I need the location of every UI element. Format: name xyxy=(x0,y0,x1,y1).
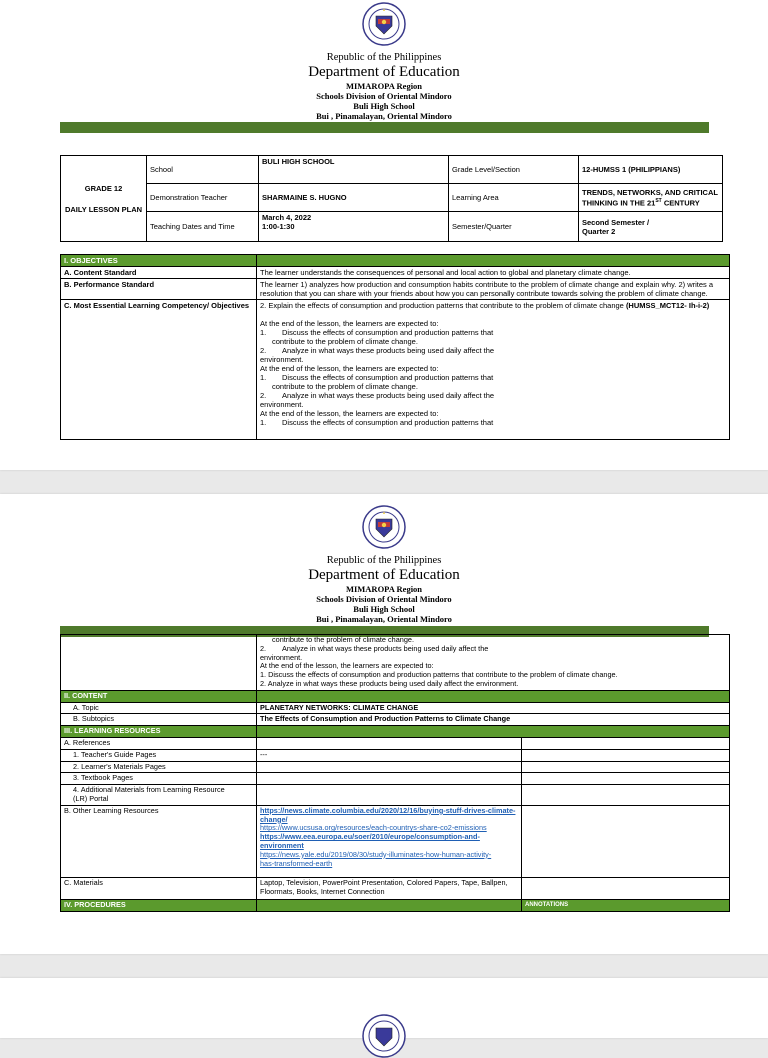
quarter-line: Quarter 2 xyxy=(582,226,616,236)
objective-2-cont-repeat: environment. xyxy=(260,400,304,409)
melc-text: 2. Explain the effects of consumption and production patterns that contribute to the problem of climate change xyxy=(260,301,624,310)
objective-2-cont: environment. xyxy=(260,355,304,364)
objectives-table xyxy=(60,254,730,440)
grade-label: GRADE 12 xyxy=(84,183,123,193)
objective-1-cont: contribute to the problem of climate change. xyxy=(272,337,418,346)
school-value: BULI HIGH SCHOOL xyxy=(259,156,449,184)
department-title: Department of Education xyxy=(308,567,460,583)
deped-seal-icon xyxy=(362,1014,406,1058)
melc-label: C. Most Essential Learning Competency/ Objectives xyxy=(61,300,257,440)
dates-label: Teaching Dates and Time xyxy=(147,212,259,242)
resource-link-2[interactable]: https://www.ucsusa.org/resources/each-countrys-share-co2-emissions xyxy=(260,823,487,833)
objectives-section-label: I. OBJECTIVES xyxy=(61,255,257,267)
performance-standard-line-1: The learner 1) analyzes how production and consumption habits contribute to the problem of climate change and explain why. 2) writes a xyxy=(260,280,714,289)
other-resources-label: B. Other Learning Resources xyxy=(61,805,257,877)
topic-value: PLANETARY NETWORKS: CLIMATE CHANGE xyxy=(257,702,730,714)
objective-2-repeat: 2. Analyze in what ways these products being used daily affect the xyxy=(260,391,495,400)
republic-line: Republic of the Philippines xyxy=(326,555,442,566)
procedures-section-label: IV. PROCEDURES xyxy=(61,899,257,911)
continuation-intro: At the end of the lesson, the learners are expected to: xyxy=(260,661,434,671)
grade-cell xyxy=(61,156,147,242)
objectives-intro-repeat: At the end of the lesson, the learners are expected to: xyxy=(260,364,439,373)
dates-value xyxy=(259,212,449,242)
other-resources-links xyxy=(257,805,522,877)
learning-area-line-1: TRENDS, NETWORKS, AND CRITICAL xyxy=(582,187,718,197)
learners-materials-label: 2. Learner's Materials Pages xyxy=(61,761,257,773)
objective-1-cont-repeat: contribute to the problem of climate change. xyxy=(272,382,418,391)
content-section-label: II. CONTENT xyxy=(61,690,257,702)
time-value: 1:00-1:30 xyxy=(262,222,295,231)
objective-1-repeat: 1. Discuss the effects of consumption and production patterns that xyxy=(260,373,494,382)
objective-1: 1. Discuss the effects of consumption and production patterns that xyxy=(260,328,494,337)
objectives-section-row xyxy=(61,255,730,267)
teachers-guide-label: 1. Teacher's Guide Pages xyxy=(61,749,257,761)
performance-standard-line-2: resolution that you can share with your friends about how you can personally contribute towards solving the problem of climate change. xyxy=(260,289,708,298)
school-line: Buli High School xyxy=(353,604,415,614)
objective-2: 2. Analyze in what ways these products being used daily affect the xyxy=(260,346,495,355)
content-standard-label: A. Content Standard xyxy=(61,267,257,279)
letterhead xyxy=(0,52,768,121)
address-line: Bui , Pinamalayan, Oriental Mindoro xyxy=(316,614,452,624)
continuation-line-1: contribute to the problem of climate change. xyxy=(272,635,414,644)
department-title: Department of Education xyxy=(308,64,460,80)
performance-standard-label: B. Performance Standard xyxy=(61,279,257,300)
materials-label: C. Materials xyxy=(61,877,257,899)
resources-section-label: III. LEARNING RESOURCES xyxy=(61,726,257,738)
additional-materials-label: 4. Additional Materials from Learning Resource (LR) Portal xyxy=(61,785,257,806)
melc-value xyxy=(257,300,730,440)
topic-label: A. Topic xyxy=(61,702,257,714)
plan-label: DAILY LESSON PLAN xyxy=(64,204,143,214)
school-line: Buli High School xyxy=(353,101,415,111)
grade-level-label: Grade Level/Section xyxy=(449,156,579,184)
subtopic-label: B. Subtopics xyxy=(61,714,257,726)
division-line: Schools Division of Oriental Mindoro xyxy=(316,91,452,101)
content-section-row xyxy=(61,690,730,702)
textbook-pages-label: 3. Textbook Pages xyxy=(61,773,257,785)
continuation-final-2: 2. Analyze in what ways these products being used daily affect the environment. xyxy=(260,678,519,688)
header-divider-bar xyxy=(60,122,709,133)
document-page-1 xyxy=(0,0,768,470)
continuation-objective-2-cont: environment. xyxy=(260,652,303,662)
semester-value xyxy=(579,212,723,242)
teacher-value: SHARMAINE S. HUGNO xyxy=(259,184,449,212)
continuation-objective-2: 2. Analyze in what ways these products being used daily affect the xyxy=(260,643,489,653)
learning-area-value xyxy=(579,184,723,212)
document-page-3 xyxy=(0,978,768,1038)
content-standard-value: The learner understands the consequences of personal and local action to global and planetary climate change. xyxy=(257,267,730,279)
materials-value: Laptop, Television, PowerPoint Presentation, Colored Papers, Tape, Ballpen, Floormats, Books, Internet Connection xyxy=(257,877,522,899)
teacher-label: Demonstration Teacher xyxy=(147,184,259,212)
learning-area-line-2: THINKING IN THE 21 xyxy=(582,198,656,208)
objectives-intro-repeat-2: At the end of the lesson, the learners are expected to: xyxy=(260,409,439,418)
teachers-guide-value: --- xyxy=(257,749,522,761)
semester-label: Semester/Quarter xyxy=(449,212,579,242)
objectives-intro: At the end of the lesson, the learners are expected to: xyxy=(260,319,439,328)
learning-area-label: Learning Area xyxy=(449,184,579,212)
letterhead xyxy=(0,555,768,624)
melc-code: (HUMSS_MCT12- Ih-i-2) xyxy=(625,301,710,310)
objective-1-repeat-2: 1. Discuss the effects of consumption and production patterns that xyxy=(260,418,494,427)
region-line: MIMAROPA Region xyxy=(345,584,423,594)
references-label: A. References xyxy=(61,737,257,749)
annotations-label: ANNOTATIONS xyxy=(522,899,730,911)
resource-link-4-cont[interactable]: has-transformed-earth xyxy=(260,858,333,868)
deped-seal-icon xyxy=(362,2,406,46)
resource-link-3[interactable]: https://www.eea.europa.eu/soer/2010/europe/consumption-and-environment xyxy=(260,832,480,850)
continuation-final-1: 1. Discuss the effects of consumption and production patterns that contribute to the problem of climate change. xyxy=(260,670,618,680)
school-label: School xyxy=(147,156,259,184)
performance-standard-value xyxy=(257,279,730,300)
grade-level-value: 12-HUMSS 1 (PHILIPPIANS) xyxy=(579,156,723,184)
date-value: March 4, 2022 xyxy=(262,213,312,222)
semester-line: Second Semester / xyxy=(582,217,650,227)
procedures-section-row xyxy=(61,899,730,911)
resource-link-1[interactable]: https://news.climate.columbia.edu/2020/12/16/buying-stuff-drives-climate- xyxy=(260,805,516,815)
objectives-continuation xyxy=(257,635,730,691)
region-line: MIMAROPA Region xyxy=(345,81,423,91)
subtopic-value: The Effects of Consumption and Production Patterns to Climate Change xyxy=(257,714,730,726)
resource-link-1-cont[interactable]: change/ xyxy=(260,814,288,824)
lesson-plan-continuation-table xyxy=(60,634,730,912)
learning-area-sup: ST xyxy=(655,197,662,204)
learning-area-line-2-end: CENTURY xyxy=(661,198,700,208)
resource-link-4[interactable]: https://news.yale.edu/2019/08/30/study-illuminates-how-human-activity- xyxy=(260,849,492,859)
document-page-2 xyxy=(0,494,768,954)
lesson-info-table xyxy=(60,155,723,242)
republic-line: Republic of the Philippines xyxy=(326,52,442,63)
resources-section-row xyxy=(61,726,730,738)
address-line: Bui , Pinamalayan, Oriental Mindoro xyxy=(316,111,452,121)
division-line: Schools Division of Oriental Mindoro xyxy=(316,594,452,604)
deped-seal-icon xyxy=(362,505,406,549)
